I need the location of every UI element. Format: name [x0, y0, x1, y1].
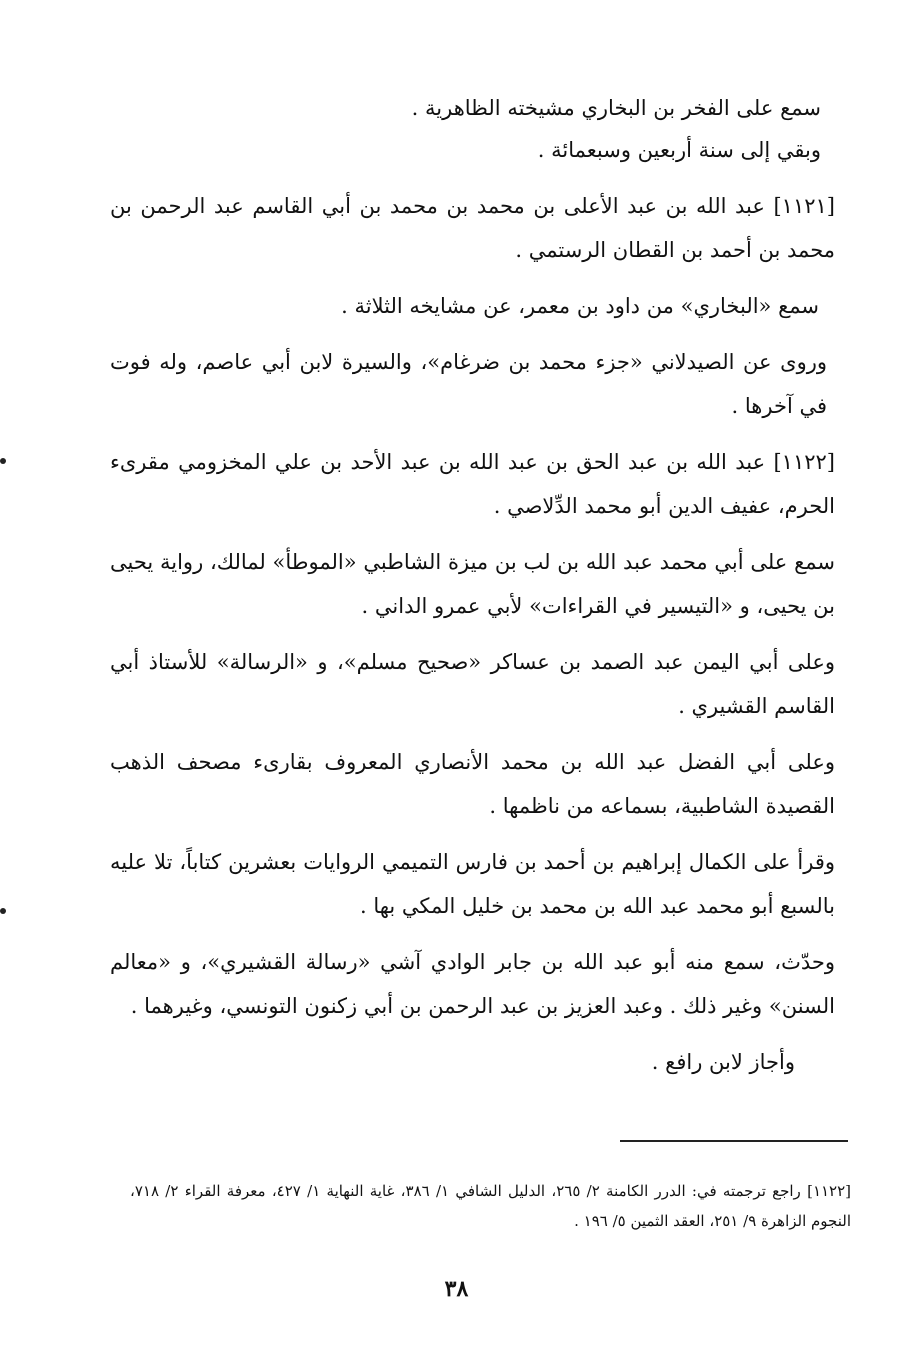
page-number: ٣٨: [444, 1276, 469, 1302]
paragraph-sama-fakhr: سمع على الفخر بن البخاري مشيخته الظاهرية .: [411, 96, 821, 120]
entry-1121-heading: [١١٢١] عبد الله بن عبد الأعلى بن محمد بن محمد بن أبي القاسم عبد الرحمن بن محمد بن أحمد بن القطان الرستمي .: [110, 194, 835, 262]
edge-mark: [0, 908, 6, 914]
paragraph-haddath: وحدّث، سمع منه أبو عبد الله بن جابر الوادي آشي «رسالة القشيري»، و «معالم السنن» وغير ذلك . وعبد العزيز بن عبد الرحمن بن أبي زكنون التونسي، وغيرهما .: [110, 950, 835, 1018]
paragraph-abi-yaman: وعلى أبي اليمن عبد الصمد بن عساكر «صحيح مسلم»، و «الرسالة» للأستاذ أبي القاسم القشيري .: [110, 650, 835, 718]
edge-mark: [0, 458, 6, 464]
paragraph-baqi: وبقي إلى سنة أربعين وسبعمائة .: [537, 138, 821, 162]
paragraph-abi-fadl: وعلى أبي الفضل عبد الله بن محمد الأنصاري المعروف بقارىء مصحف الذهب القصيدة الشاطبية، بسماعه من ناظمها .: [110, 750, 835, 818]
paragraph-ajaza: وأجاز لابن رافع .: [651, 1050, 795, 1074]
footnote: [١١٢٢] راجع ترجمته في: الدرر الكامنة ٢/ ٢٦٥، الدليل الشافي ١/ ٣٨٦، غاية النهاية ١/ ٤٢٧، معرفة القراء ٢/ ٧١٨، النجوم الزاهرة ٩/ ٢٥١، العقد الثمين ٥/ ١٩٦ .: [130, 1182, 852, 1230]
paragraph-rawa-saydalani: وروى عن الصيدلاني «جزء محمد بن ضرغام»، والسيرة لابن أبي عاصم، وله فوت في آخرها .: [110, 350, 827, 418]
paragraph-sama-bukhari: سمع «البخاري» من داود بن معمر، عن مشايخه الثلاثة .: [341, 294, 819, 318]
main-text: [110, 86, 835, 1096]
entry-1122-heading: [١١٢٢] عبد الله بن عبد الحق بن عبد الله بن عبد الأحد بن علي المخزومي مقرىء الحرم، عفيف الدين أبو محمد الدِّلاصي .: [110, 450, 835, 518]
paragraph-qara-kamal: وقرأ على الكمال إبراهيم بن أحمد بن فارس التميمي الروايات بعشرين كتاباً، تلا عليه بالسبع أبو محمد عبد الله بن محمد بن خليل المكي بها .: [110, 850, 835, 918]
footnote-separator: [620, 1140, 848, 1142]
paragraph-sama-ibn-lubb: سمع على أبي محمد عبد الله بن لب بن ميزة الشاطبي «الموطأ» لمالك، رواية يحيى بن يحيى، و «التيسير في القراءات» لأبي عمرو الداني .: [110, 550, 835, 618]
